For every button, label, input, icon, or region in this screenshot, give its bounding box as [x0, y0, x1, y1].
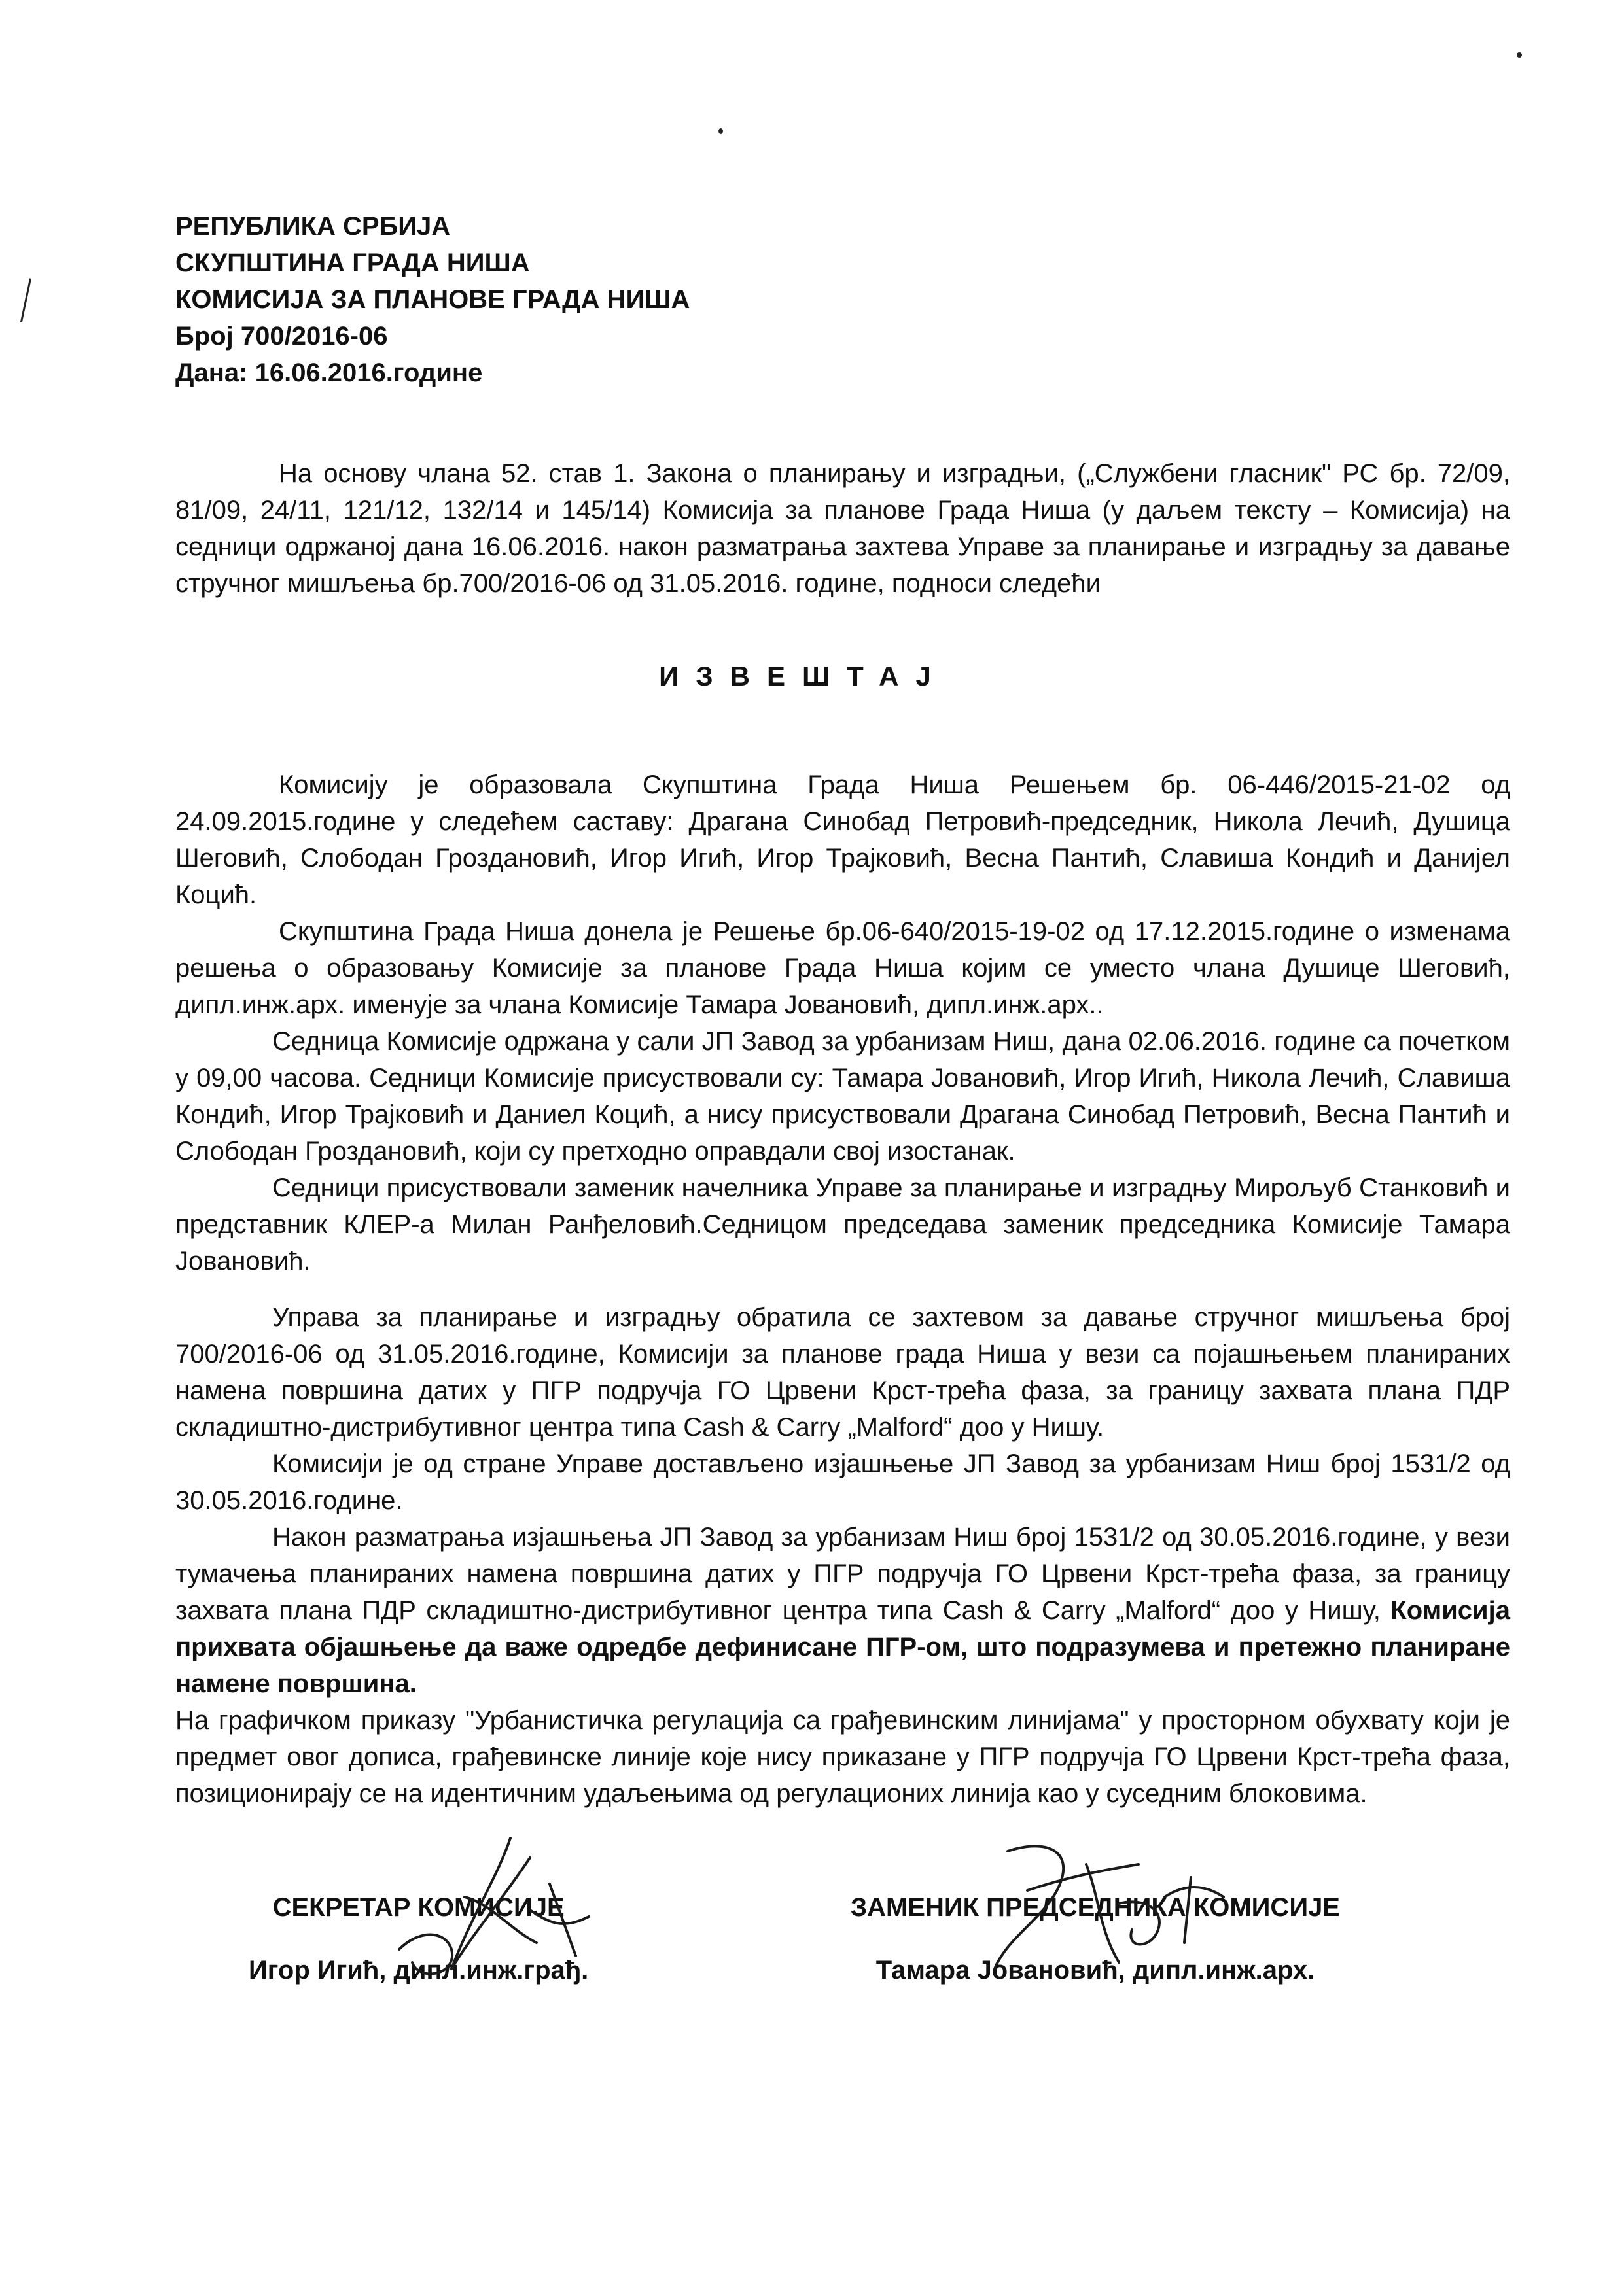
paragraph-graphic: На графичком приказу "Урбанистичка регулација са грађевинским линијама" у просторном обухвату који је предмет овог дописа, грађевинске линије које нису приказане у ПГР подручја ГО Црвени Крст-трећа фаза, позиционирају се на идентичним удаљењима од регулационих линија као у суседним блоковима.	[175, 1706, 1510, 1808]
header-commission: КОМИСИЈА ЗА ПЛАНОВЕ ГРАДА НИША	[175, 285, 690, 314]
paragraph-guests: Седници присуствовали заменик начелника Управе за планирање и изградњу Мирољуб Станковић и представник КЛЕР-а Милан Ранђеловић.Седницом председава заменик председника Комисије Тамара Јовановић.	[175, 1174, 1510, 1276]
report-body	[175, 767, 1510, 1812]
scan-speck	[1517, 52, 1522, 58]
conclusion-text: Након разматрања изјашњења ЈП Завод за урбанизам Ниш број 1531/2 од 30.05.2016.године, у вези тумачења планираних намена површина датих у ПГР подручја ГО Црвени Крст-трећа фаза, за границу захвата плана ПДР складиштно-дистрибутивног центра типа Cash & Carry „Malford“ доо у Нишу,	[175, 1523, 1510, 1625]
header-date: Дана: 16.06.2016.године	[175, 358, 483, 387]
paragraph-statement: Комисији је од стране Управе достављено изјашњење ЈП Завод за урбанизам Ниш број 1531/2 од 30.05.2016.године.	[175, 1450, 1510, 1515]
intro-section	[175, 455, 1510, 602]
paragraph-session-attendance: Седница Комисије одржана у сали ЈП Завод за урбанизам Ниш, дана 02.06.2016. године са почетком у 09,00 часова. Седници Комисије присуствовали су: Тамара Јовановић, Игор Игић, Никола Лечић, Славиша Кондић, Игор Трајковић и Даниел Коцић, а нису присуствовали Драгана Синобад Петровић, Весна Пантић и Слободан Гроздановић, који су претходно оправдали свој изостанак.	[175, 1027, 1510, 1166]
deputy-title: ЗАМЕНИК ПРЕДСЕДНИКА КОМИСИЈЕ	[851, 1893, 1340, 1922]
conclusion-bold: Комисија прихвата објашњење да важе одредбе дефинисане ПГР-ом, што подразумева и претежно планиране намене површина.	[175, 1596, 1510, 1698]
header-country: РЕПУБЛИКА СРБИЈА	[175, 212, 451, 241]
secretary-signature	[314, 1818, 654, 2002]
header-assembly: СКУПШТИНА ГРАДА НИША	[175, 249, 530, 277]
header-number: Број 700/2016-06	[175, 322, 388, 351]
margin-mark	[20, 278, 31, 322]
scan-speck	[718, 128, 723, 134]
deputy-signature	[968, 1825, 1243, 1995]
intro-paragraph: На основу члана 52. став 1. Закона о планирању и изградњи, („Службени гласник" РС бр. 72/09, 81/09, 24/11, 121/12, 132/14 и 145/14) Комисија за планове Града Ниша (у даљем тексту – Комисија) на седници одржаној дана 16.06.2016. након разматрања захтева Управе за планирање и изградњу за давање стручног мишљења бр.700/2016-06 од 31.05.2016. године, подноси следећи	[175, 459, 1510, 598]
report-title: ИЗВЕШТАЈ	[659, 661, 948, 691]
secretary-name: Игор Игић, дипл.инж.грађ.	[249, 1956, 589, 1985]
paragraph-commission-formation: Комисију је образовала Скупштина Града Ниша Решењем бр. 06-446/2015-21-02 од 24.09.2015.године у следећем саставу: Драгана Синобад Петровић-председник, Никола Лечић, Душица Шеговић, Слободан Гроздановић, Игор Игић, Игор Трајковић, Весна Пантић, Славиша Кондић и Данијел Коцић.	[175, 771, 1510, 909]
paragraph-request: Управа за планирање и изградњу обратила се захтевом за давање стручног мишљења број 700/2016-06 од 31.05.2016.године, Комисији за планове града Ниша у вези са појашњењем планираних намена површина датих у ПГР подручја ГО Црвени Крст-трећа фаза, за границу захвата плана ПДР складиштно-дистрибутивног центра типа Cash & Carry „Malford“ доо у Нишу.	[175, 1303, 1510, 1442]
secretary-title: СЕКРЕТАР КОМИСИЈЕ	[272, 1893, 565, 1922]
deputy-name: Тамара Јовановић, дипл.инж.арх.	[875, 1956, 1315, 1985]
paragraph-conclusion	[175, 1519, 1510, 1702]
paragraph-decision-amendment: Скупштина Града Ниша донела је Решење бр.06-640/2015-19-02 од 17.12.2015.године о изменама решења о образовању Комисије за планове Града Ниша којим се уместо члана Душице Шеговић, дипл.инж.арх. именује за члана Комисије Тамара Јовановић, дипл.инж.арх..	[175, 917, 1510, 1019]
document-header	[175, 208, 690, 391]
